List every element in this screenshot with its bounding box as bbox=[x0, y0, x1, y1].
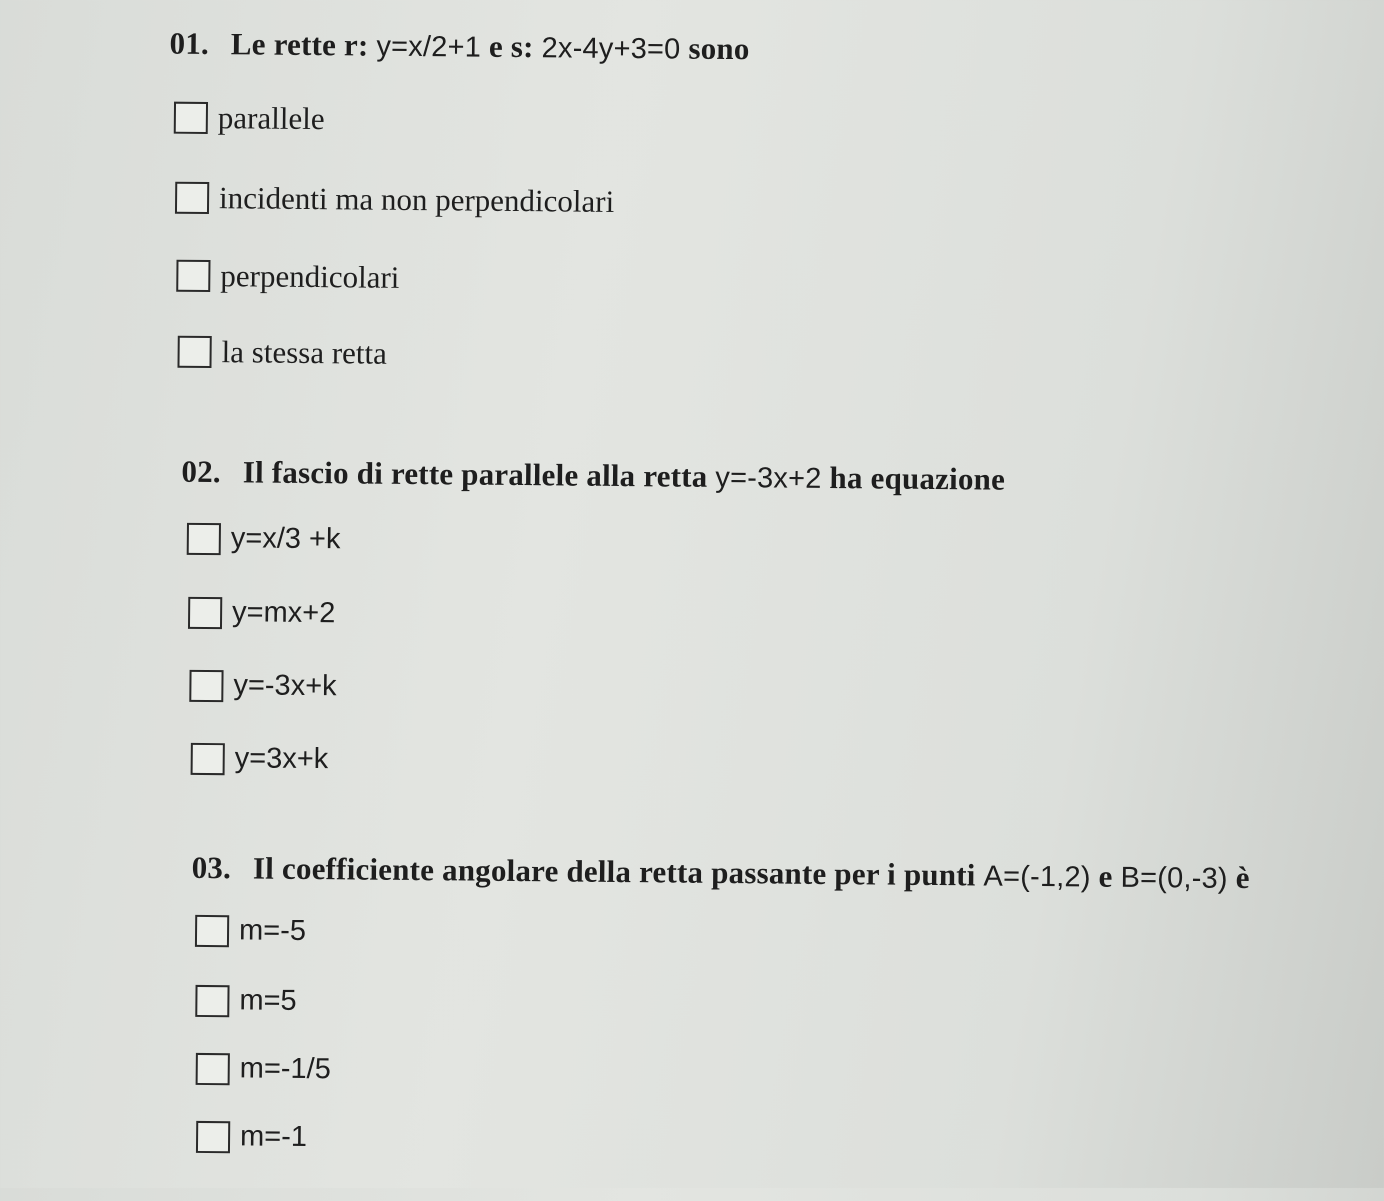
answer-option[interactable] bbox=[189, 669, 336, 703]
question-text: sono bbox=[688, 30, 750, 67]
question-02 bbox=[181, 454, 1005, 498]
answer-checkbox[interactable] bbox=[177, 336, 211, 368]
question-03 bbox=[192, 850, 1250, 896]
answer-label: perpendicolari bbox=[220, 258, 400, 295]
answer-label: m=-5 bbox=[238, 914, 307, 947]
answer-checkbox[interactable] bbox=[188, 596, 222, 628]
answer-option[interactable] bbox=[188, 596, 335, 630]
question-text: e s: bbox=[488, 28, 534, 65]
answer-checkbox[interactable] bbox=[175, 182, 209, 214]
answer-option[interactable] bbox=[177, 334, 387, 372]
question-formula: y=-3x+2 bbox=[715, 461, 822, 495]
answer-label: incidenti ma non perpendicolari bbox=[218, 180, 615, 219]
question-text: Le rette r: bbox=[230, 26, 369, 63]
answer-checkbox[interactable] bbox=[196, 1052, 230, 1084]
answer-label: m=-1 bbox=[239, 1120, 308, 1153]
answer-option[interactable] bbox=[174, 100, 325, 137]
answer-checkbox[interactable] bbox=[196, 1120, 230, 1152]
question-01 bbox=[169, 26, 749, 68]
question-text: Il fascio di rette parallele alla retta bbox=[242, 454, 708, 494]
answer-label: y=3x+k bbox=[234, 742, 329, 776]
answer-option[interactable] bbox=[196, 1052, 331, 1086]
question-formula: B=(0,-3) bbox=[1120, 861, 1228, 895]
answer-option[interactable] bbox=[176, 258, 399, 296]
answer-checkbox[interactable] bbox=[195, 914, 229, 946]
question-number: 03. bbox=[191, 849, 232, 886]
answer-checkbox[interactable] bbox=[191, 742, 225, 774]
answer-label: y=mx+2 bbox=[231, 596, 336, 630]
question-text: ha equazione bbox=[829, 459, 1006, 497]
answer-checkbox[interactable] bbox=[187, 522, 221, 554]
question-01-header bbox=[169, 26, 749, 68]
answer-label: parallele bbox=[217, 100, 325, 137]
question-03-header bbox=[192, 850, 1250, 896]
answer-checkbox[interactable] bbox=[174, 102, 208, 134]
question-02-header bbox=[181, 454, 1005, 498]
answer-option[interactable] bbox=[187, 522, 341, 556]
question-formula: A=(-1,2) bbox=[983, 860, 1091, 894]
answer-option[interactable] bbox=[195, 984, 297, 1018]
answer-checkbox[interactable] bbox=[195, 984, 229, 1016]
answer-checkbox[interactable] bbox=[176, 260, 210, 292]
question-text: è bbox=[1235, 859, 1250, 896]
question-text: e bbox=[1098, 858, 1113, 894]
answer-checkbox[interactable] bbox=[189, 669, 223, 701]
answer-option[interactable] bbox=[175, 180, 614, 220]
answer-label: m=5 bbox=[239, 984, 297, 1017]
answer-label: m=-1/5 bbox=[239, 1052, 331, 1086]
answer-label: la stessa retta bbox=[221, 334, 388, 371]
question-number: 02. bbox=[181, 453, 222, 490]
question-text: Il coefficiente angolare della retta passante per i punti bbox=[252, 850, 976, 893]
answer-option[interactable] bbox=[195, 914, 306, 948]
answer-option[interactable] bbox=[196, 1120, 307, 1154]
answer-option[interactable] bbox=[191, 742, 329, 776]
answer-label: y=-3x+k bbox=[233, 669, 337, 703]
answer-label: y=x/3 +k bbox=[230, 522, 341, 556]
question-formula: 2x-4y+3=0 bbox=[541, 32, 681, 66]
question-number: 01. bbox=[169, 25, 210, 62]
question-formula: y=x/2+1 bbox=[376, 30, 482, 64]
